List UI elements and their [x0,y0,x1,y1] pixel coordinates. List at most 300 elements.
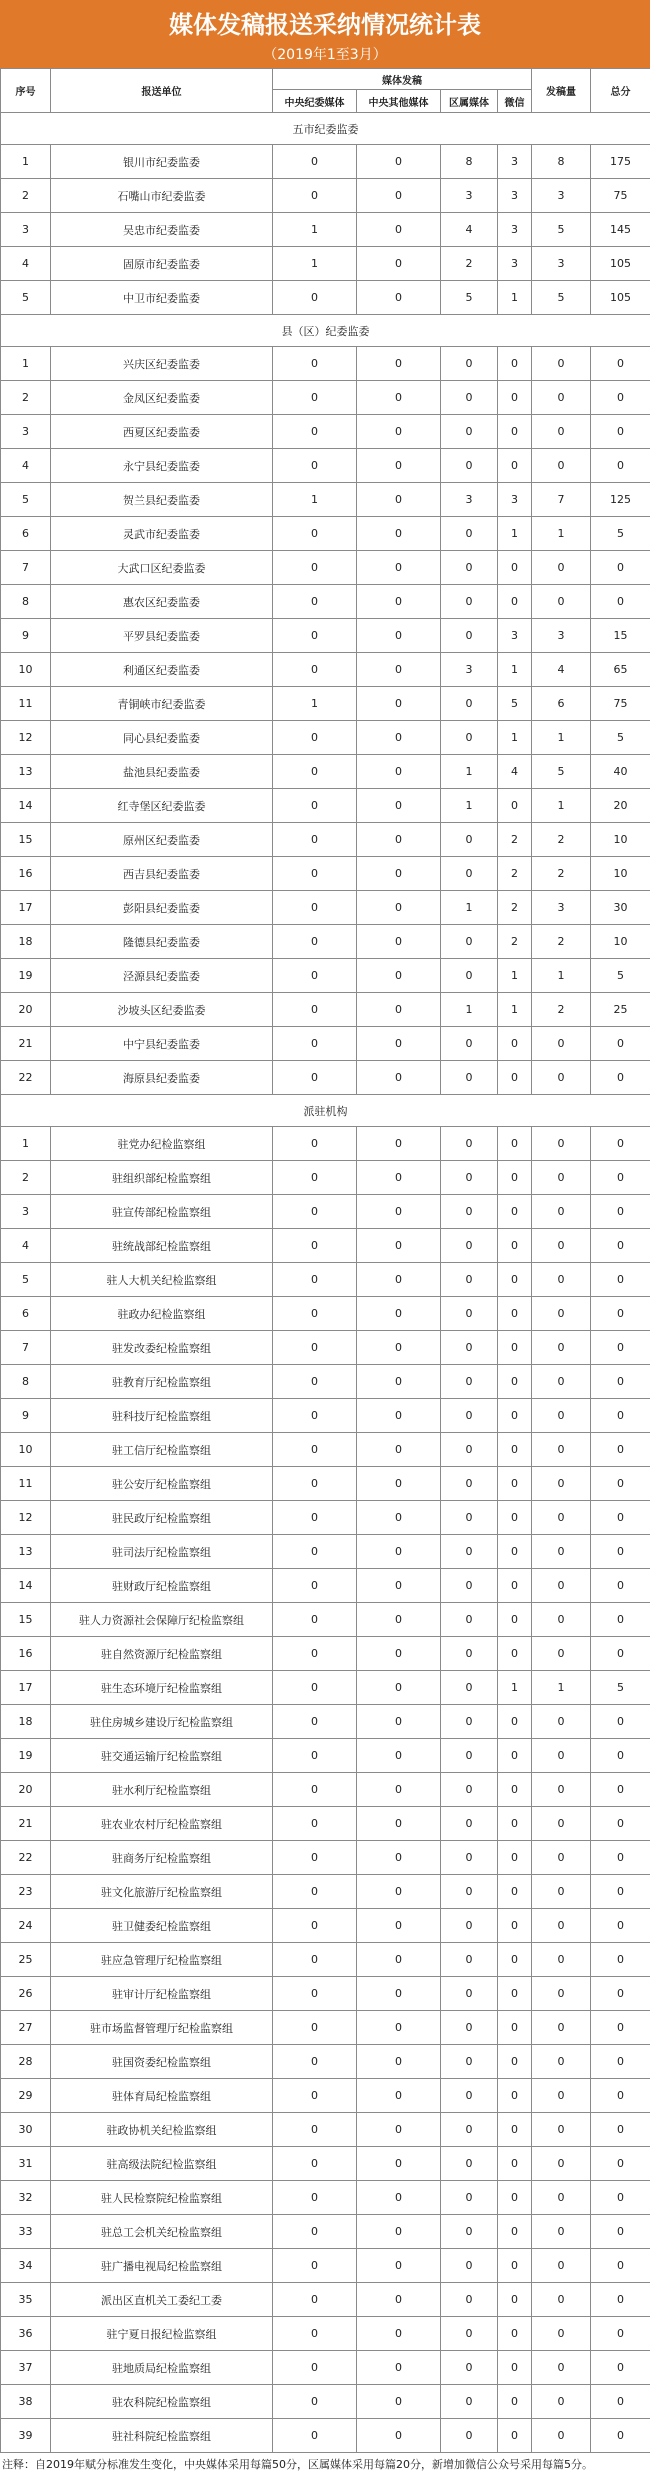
row-score: 0 [591,1943,650,1977]
row-unit: 利通区纪委监委 [51,653,273,687]
section-header [1,113,650,145]
row-score: 25 [591,993,650,1027]
row-regional-media: 0 [441,1875,498,1909]
row-regional-media: 0 [441,1535,498,1569]
row-score: 0 [591,2249,650,2283]
row-no: 12 [1,1501,51,1535]
row-central-other-media: 0 [357,2079,441,2113]
row-central-discipline-media: 0 [273,449,357,483]
row-count: 0 [532,2283,591,2317]
row-regional-media: 0 [441,2011,498,2045]
row-score: 10 [591,823,650,857]
row-count: 0 [532,551,591,585]
row-central-discipline-media: 0 [273,2317,357,2351]
row-regional-media: 0 [441,449,498,483]
row-no: 10 [1,653,51,687]
row-unit: 驻审计厅纪检监察组 [51,1977,273,2011]
row-central-discipline-media: 0 [273,1671,357,1705]
row-score: 0 [591,1027,650,1061]
row-unit: 驻地质局纪检监察组 [51,2351,273,2385]
row-central-discipline-media: 0 [273,721,357,755]
table-row [1,1535,650,1569]
row-central-other-media: 0 [357,2317,441,2351]
section-title: 县（区）纪委监委 [1,315,650,347]
row-unit: 青铜峡市纪委监委 [51,687,273,721]
table-row [1,2385,650,2419]
row-count: 0 [532,1027,591,1061]
row-score: 0 [591,2011,650,2045]
row-central-discipline-media: 0 [273,2215,357,2249]
row-central-discipline-media: 0 [273,2181,357,2215]
table-row [1,551,650,585]
row-score: 0 [591,1467,650,1501]
row-wechat: 0 [498,1977,532,2011]
row-count: 0 [532,1739,591,1773]
row-central-discipline-media: 0 [273,145,357,179]
row-central-discipline-media: 0 [273,2385,357,2419]
row-no: 37 [1,2351,51,2385]
table-row [1,1331,650,1365]
row-count: 8 [532,145,591,179]
row-central-discipline-media: 0 [273,415,357,449]
table-row [1,2113,650,2147]
row-unit: 西吉县纪委监委 [51,857,273,891]
row-central-other-media: 0 [357,653,441,687]
row-unit: 驻市场监督管理厅纪检监察组 [51,2011,273,2045]
row-no: 9 [1,1399,51,1433]
row-central-discipline-media: 0 [273,891,357,925]
row-regional-media: 0 [441,1399,498,1433]
header-central-discipline-media: 中央纪委媒体 [273,90,357,113]
row-no: 16 [1,1637,51,1671]
row-count: 0 [532,2351,591,2385]
table-row [1,1875,650,1909]
row-wechat: 0 [498,1773,532,1807]
row-wechat: 2 [498,891,532,925]
row-score: 0 [591,415,650,449]
row-score: 0 [591,1637,650,1671]
row-central-other-media: 0 [357,2181,441,2215]
row-central-discipline-media: 0 [273,2249,357,2283]
row-count: 0 [532,2079,591,2113]
row-regional-media: 0 [441,2215,498,2249]
row-no: 29 [1,2079,51,2113]
table-row [1,1637,650,1671]
table-row [1,483,650,517]
table-row [1,517,650,551]
row-central-other-media: 0 [357,755,441,789]
header-count: 发稿量 [532,69,591,113]
table-row [1,925,650,959]
row-regional-media: 0 [441,2419,498,2453]
row-regional-media: 0 [441,1297,498,1331]
row-central-discipline-media: 0 [273,959,357,993]
row-unit: 驻农业农村厅纪检监察组 [51,1807,273,1841]
row-wechat: 0 [498,347,532,381]
row-count: 0 [532,2317,591,2351]
row-regional-media: 0 [441,2385,498,2419]
row-wechat: 0 [498,2385,532,2419]
row-central-discipline-media: 0 [273,1061,357,1095]
row-unit: 派出区直机关工委纪工委 [51,2283,273,2317]
row-count: 0 [532,1807,591,1841]
row-count: 6 [532,687,591,721]
row-regional-media: 2 [441,247,498,281]
row-central-other-media: 0 [357,281,441,315]
row-central-discipline-media: 0 [273,2045,357,2079]
row-score: 5 [591,1671,650,1705]
row-unit: 隆德县纪委监委 [51,925,273,959]
row-count: 5 [532,213,591,247]
row-wechat: 3 [498,145,532,179]
row-regional-media: 0 [441,381,498,415]
table-row [1,449,650,483]
row-unit: 驻民政厅纪检监察组 [51,1501,273,1535]
row-no: 3 [1,213,51,247]
row-central-other-media: 0 [357,1195,441,1229]
row-no: 7 [1,1331,51,1365]
section-title: 派驻机构 [1,1095,650,1127]
row-no: 4 [1,1229,51,1263]
row-wechat: 0 [498,1875,532,1909]
row-central-discipline-media: 0 [273,789,357,823]
row-central-discipline-media: 0 [273,1297,357,1331]
row-central-discipline-media: 0 [273,2011,357,2045]
row-central-discipline-media: 0 [273,1875,357,1909]
row-unit: 驻广播电视局纪检监察组 [51,2249,273,2283]
row-wechat: 0 [498,2113,532,2147]
row-no: 1 [1,347,51,381]
row-score: 75 [591,179,650,213]
table-row [1,2045,650,2079]
row-regional-media: 0 [441,1127,498,1161]
row-wechat: 0 [498,585,532,619]
table-row [1,891,650,925]
row-count: 0 [532,381,591,415]
section-header [1,315,650,347]
row-wechat: 0 [498,2215,532,2249]
row-wechat: 0 [498,1263,532,1297]
table-row [1,755,650,789]
row-central-other-media: 0 [357,1739,441,1773]
row-unit: 驻政协机关纪检监察组 [51,2113,273,2147]
table-row [1,2283,650,2317]
section-header [1,1095,650,1127]
row-score: 0 [591,1263,650,1297]
row-wechat: 4 [498,755,532,789]
row-score: 0 [591,449,650,483]
row-central-discipline-media: 0 [273,1943,357,1977]
row-unit: 驻司法厅纪检监察组 [51,1535,273,1569]
row-regional-media: 3 [441,179,498,213]
row-central-discipline-media: 0 [273,1399,357,1433]
row-unit: 驻农科院纪检监察组 [51,2385,273,2419]
row-count: 0 [532,2419,591,2453]
row-central-other-media: 0 [357,1909,441,1943]
row-score: 175 [591,145,650,179]
row-no: 28 [1,2045,51,2079]
row-central-discipline-media: 0 [273,1331,357,1365]
row-central-other-media: 0 [357,959,441,993]
row-no: 13 [1,1535,51,1569]
row-count: 1 [532,959,591,993]
row-central-other-media: 0 [357,1331,441,1365]
table-row [1,653,650,687]
row-no: 1 [1,1127,51,1161]
table-row [1,1027,650,1061]
row-wechat: 1 [498,1671,532,1705]
row-unit: 兴庆区纪委监委 [51,347,273,381]
row-central-discipline-media: 0 [273,1195,357,1229]
row-score: 0 [591,1603,650,1637]
row-wechat: 5 [498,687,532,721]
row-score: 0 [591,347,650,381]
row-regional-media: 0 [441,619,498,653]
row-central-other-media: 0 [357,2249,441,2283]
table-row [1,2317,650,2351]
row-wechat: 0 [498,551,532,585]
row-central-discipline-media: 0 [273,1433,357,1467]
row-central-other-media: 0 [357,2215,441,2249]
row-regional-media: 0 [441,2351,498,2385]
row-central-discipline-media: 0 [273,1501,357,1535]
row-no: 4 [1,449,51,483]
page-title: 媒体发稿报送采纳情况统计表 [169,11,481,39]
row-wechat: 0 [498,2351,532,2385]
row-regional-media: 0 [441,1331,498,1365]
row-score: 0 [591,2317,650,2351]
row-score: 0 [591,585,650,619]
row-unit: 驻水利厅纪检监察组 [51,1773,273,1807]
row-unit: 驻自然资源厅纪检监察组 [51,1637,273,1671]
table-row [1,2181,650,2215]
row-central-other-media: 0 [357,517,441,551]
table-row [1,1909,650,1943]
row-unit: 彭阳县纪委监委 [51,891,273,925]
row-central-discipline-media: 0 [273,179,357,213]
row-central-discipline-media: 0 [273,551,357,585]
row-unit: 驻党办纪检监察组 [51,1127,273,1161]
row-count: 0 [532,1909,591,1943]
row-no: 38 [1,2385,51,2419]
row-regional-media: 3 [441,653,498,687]
row-count: 2 [532,823,591,857]
row-count: 0 [532,2011,591,2045]
row-central-discipline-media: 0 [273,1161,357,1195]
row-central-discipline-media: 0 [273,1807,357,1841]
table-row [1,619,650,653]
table-header [1,69,650,113]
table-row [1,2215,650,2249]
row-central-other-media: 0 [357,1501,441,1535]
row-no: 2 [1,1161,51,1195]
row-score: 5 [591,721,650,755]
table-row [1,1773,650,1807]
row-score: 0 [591,2045,650,2079]
row-central-discipline-media: 0 [273,1263,357,1297]
row-regional-media: 0 [441,1807,498,1841]
row-wechat: 1 [498,653,532,687]
row-no: 23 [1,1875,51,1909]
row-score: 0 [591,1569,650,1603]
row-central-discipline-media: 0 [273,1365,357,1399]
table-row [1,1501,650,1535]
row-unit: 驻政办纪检监察组 [51,1297,273,1331]
section-title: 五市纪委监委 [1,113,650,145]
row-central-other-media: 0 [357,1875,441,1909]
row-regional-media: 0 [441,1909,498,1943]
row-count: 7 [532,483,591,517]
row-central-other-media: 0 [357,721,441,755]
row-central-discipline-media: 0 [273,1705,357,1739]
table-row [1,1263,650,1297]
row-regional-media: 0 [441,925,498,959]
row-regional-media: 0 [441,1161,498,1195]
row-score: 0 [591,1195,650,1229]
row-unit: 驻国资委纪检监察组 [51,2045,273,2079]
row-central-discipline-media: 0 [273,1467,357,1501]
row-score: 0 [591,2113,650,2147]
row-score: 0 [591,1909,650,1943]
row-wechat: 3 [498,213,532,247]
table-body [1,113,650,2453]
row-score: 0 [591,2215,650,2249]
row-central-other-media: 0 [357,1977,441,2011]
row-central-other-media: 0 [357,1297,441,1331]
row-count: 0 [532,1977,591,2011]
row-unit: 驻总工会机关纪检监察组 [51,2215,273,2249]
row-central-discipline-media: 0 [273,585,357,619]
row-count: 1 [532,789,591,823]
row-regional-media: 0 [441,551,498,585]
row-central-other-media: 0 [357,1705,441,1739]
row-central-other-media: 0 [357,1061,441,1095]
row-regional-media: 1 [441,789,498,823]
row-central-discipline-media: 1 [273,483,357,517]
row-score: 0 [591,1331,650,1365]
row-central-discipline-media: 0 [273,1773,357,1807]
row-regional-media: 0 [441,1229,498,1263]
row-score: 75 [591,687,650,721]
table-row [1,347,650,381]
row-regional-media: 5 [441,281,498,315]
row-no: 34 [1,2249,51,2283]
row-no: 20 [1,993,51,1027]
row-score: 65 [591,653,650,687]
row-no: 5 [1,281,51,315]
row-count: 0 [532,1569,591,1603]
row-central-discipline-media: 0 [273,381,357,415]
row-wechat: 0 [498,1027,532,1061]
row-regional-media: 0 [441,415,498,449]
row-count: 0 [532,2249,591,2283]
row-count: 0 [532,1637,591,1671]
row-central-other-media: 0 [357,925,441,959]
row-unit: 驻商务厅纪检监察组 [51,1841,273,1875]
row-unit: 驻工信厅纪检监察组 [51,1433,273,1467]
row-no: 14 [1,1569,51,1603]
row-score: 0 [591,1433,650,1467]
row-count: 4 [532,653,591,687]
table-row [1,1127,650,1161]
table-row [1,1841,650,1875]
row-no: 11 [1,1467,51,1501]
table-row [1,1161,650,1195]
table-row [1,1399,650,1433]
row-central-other-media: 0 [357,483,441,517]
row-central-other-media: 0 [357,789,441,823]
row-regional-media: 0 [441,1365,498,1399]
row-unit: 石嘴山市纪委监委 [51,179,273,213]
row-central-discipline-media: 1 [273,213,357,247]
table-row [1,1061,650,1095]
row-unit: 驻宣传部纪检监察组 [51,1195,273,1229]
table-row [1,1467,650,1501]
row-unit: 大武口区纪委监委 [51,551,273,585]
row-score: 40 [591,755,650,789]
row-central-other-media: 0 [357,347,441,381]
row-score: 0 [591,1773,650,1807]
row-unit: 驻发改委纪检监察组 [51,1331,273,1365]
row-no: 33 [1,2215,51,2249]
row-no: 1 [1,145,51,179]
row-wechat: 1 [498,959,532,993]
row-wechat: 0 [498,789,532,823]
row-score: 5 [591,517,650,551]
row-central-discipline-media: 0 [273,1977,357,2011]
row-no: 30 [1,2113,51,2147]
row-regional-media: 0 [441,1061,498,1095]
table-row [1,2249,650,2283]
row-score: 0 [591,1297,650,1331]
row-central-other-media: 0 [357,1807,441,1841]
row-regional-media: 0 [441,1603,498,1637]
row-regional-media: 0 [441,823,498,857]
row-wechat: 2 [498,857,532,891]
row-central-discipline-media: 0 [273,2147,357,2181]
row-wechat: 0 [498,1365,532,1399]
row-count: 0 [532,1467,591,1501]
table-row [1,1807,650,1841]
row-central-discipline-media: 0 [273,925,357,959]
title-banner [0,0,650,68]
row-count: 0 [532,2045,591,2079]
table-row [1,247,650,281]
table-row [1,721,650,755]
row-wechat: 0 [498,2011,532,2045]
header-media-group: 媒体发稿 [273,69,532,90]
row-unit: 驻生态环境厅纪检监察组 [51,1671,273,1705]
row-no: 21 [1,1807,51,1841]
row-central-discipline-media: 0 [273,2283,357,2317]
row-unit: 驻统战部纪检监察组 [51,1229,273,1263]
row-no: 16 [1,857,51,891]
row-wechat: 0 [498,1061,532,1095]
row-score: 125 [591,483,650,517]
row-wechat: 0 [498,1909,532,1943]
row-unit: 原州区纪委监委 [51,823,273,857]
row-no: 20 [1,1773,51,1807]
row-wechat: 0 [498,1705,532,1739]
row-no: 26 [1,1977,51,2011]
row-wechat: 0 [498,1807,532,1841]
row-central-other-media: 0 [357,2045,441,2079]
row-central-discipline-media: 0 [273,1127,357,1161]
row-regional-media: 1 [441,891,498,925]
header-score: 总分 [591,69,650,113]
row-central-other-media: 0 [357,1467,441,1501]
row-regional-media: 0 [441,1637,498,1671]
